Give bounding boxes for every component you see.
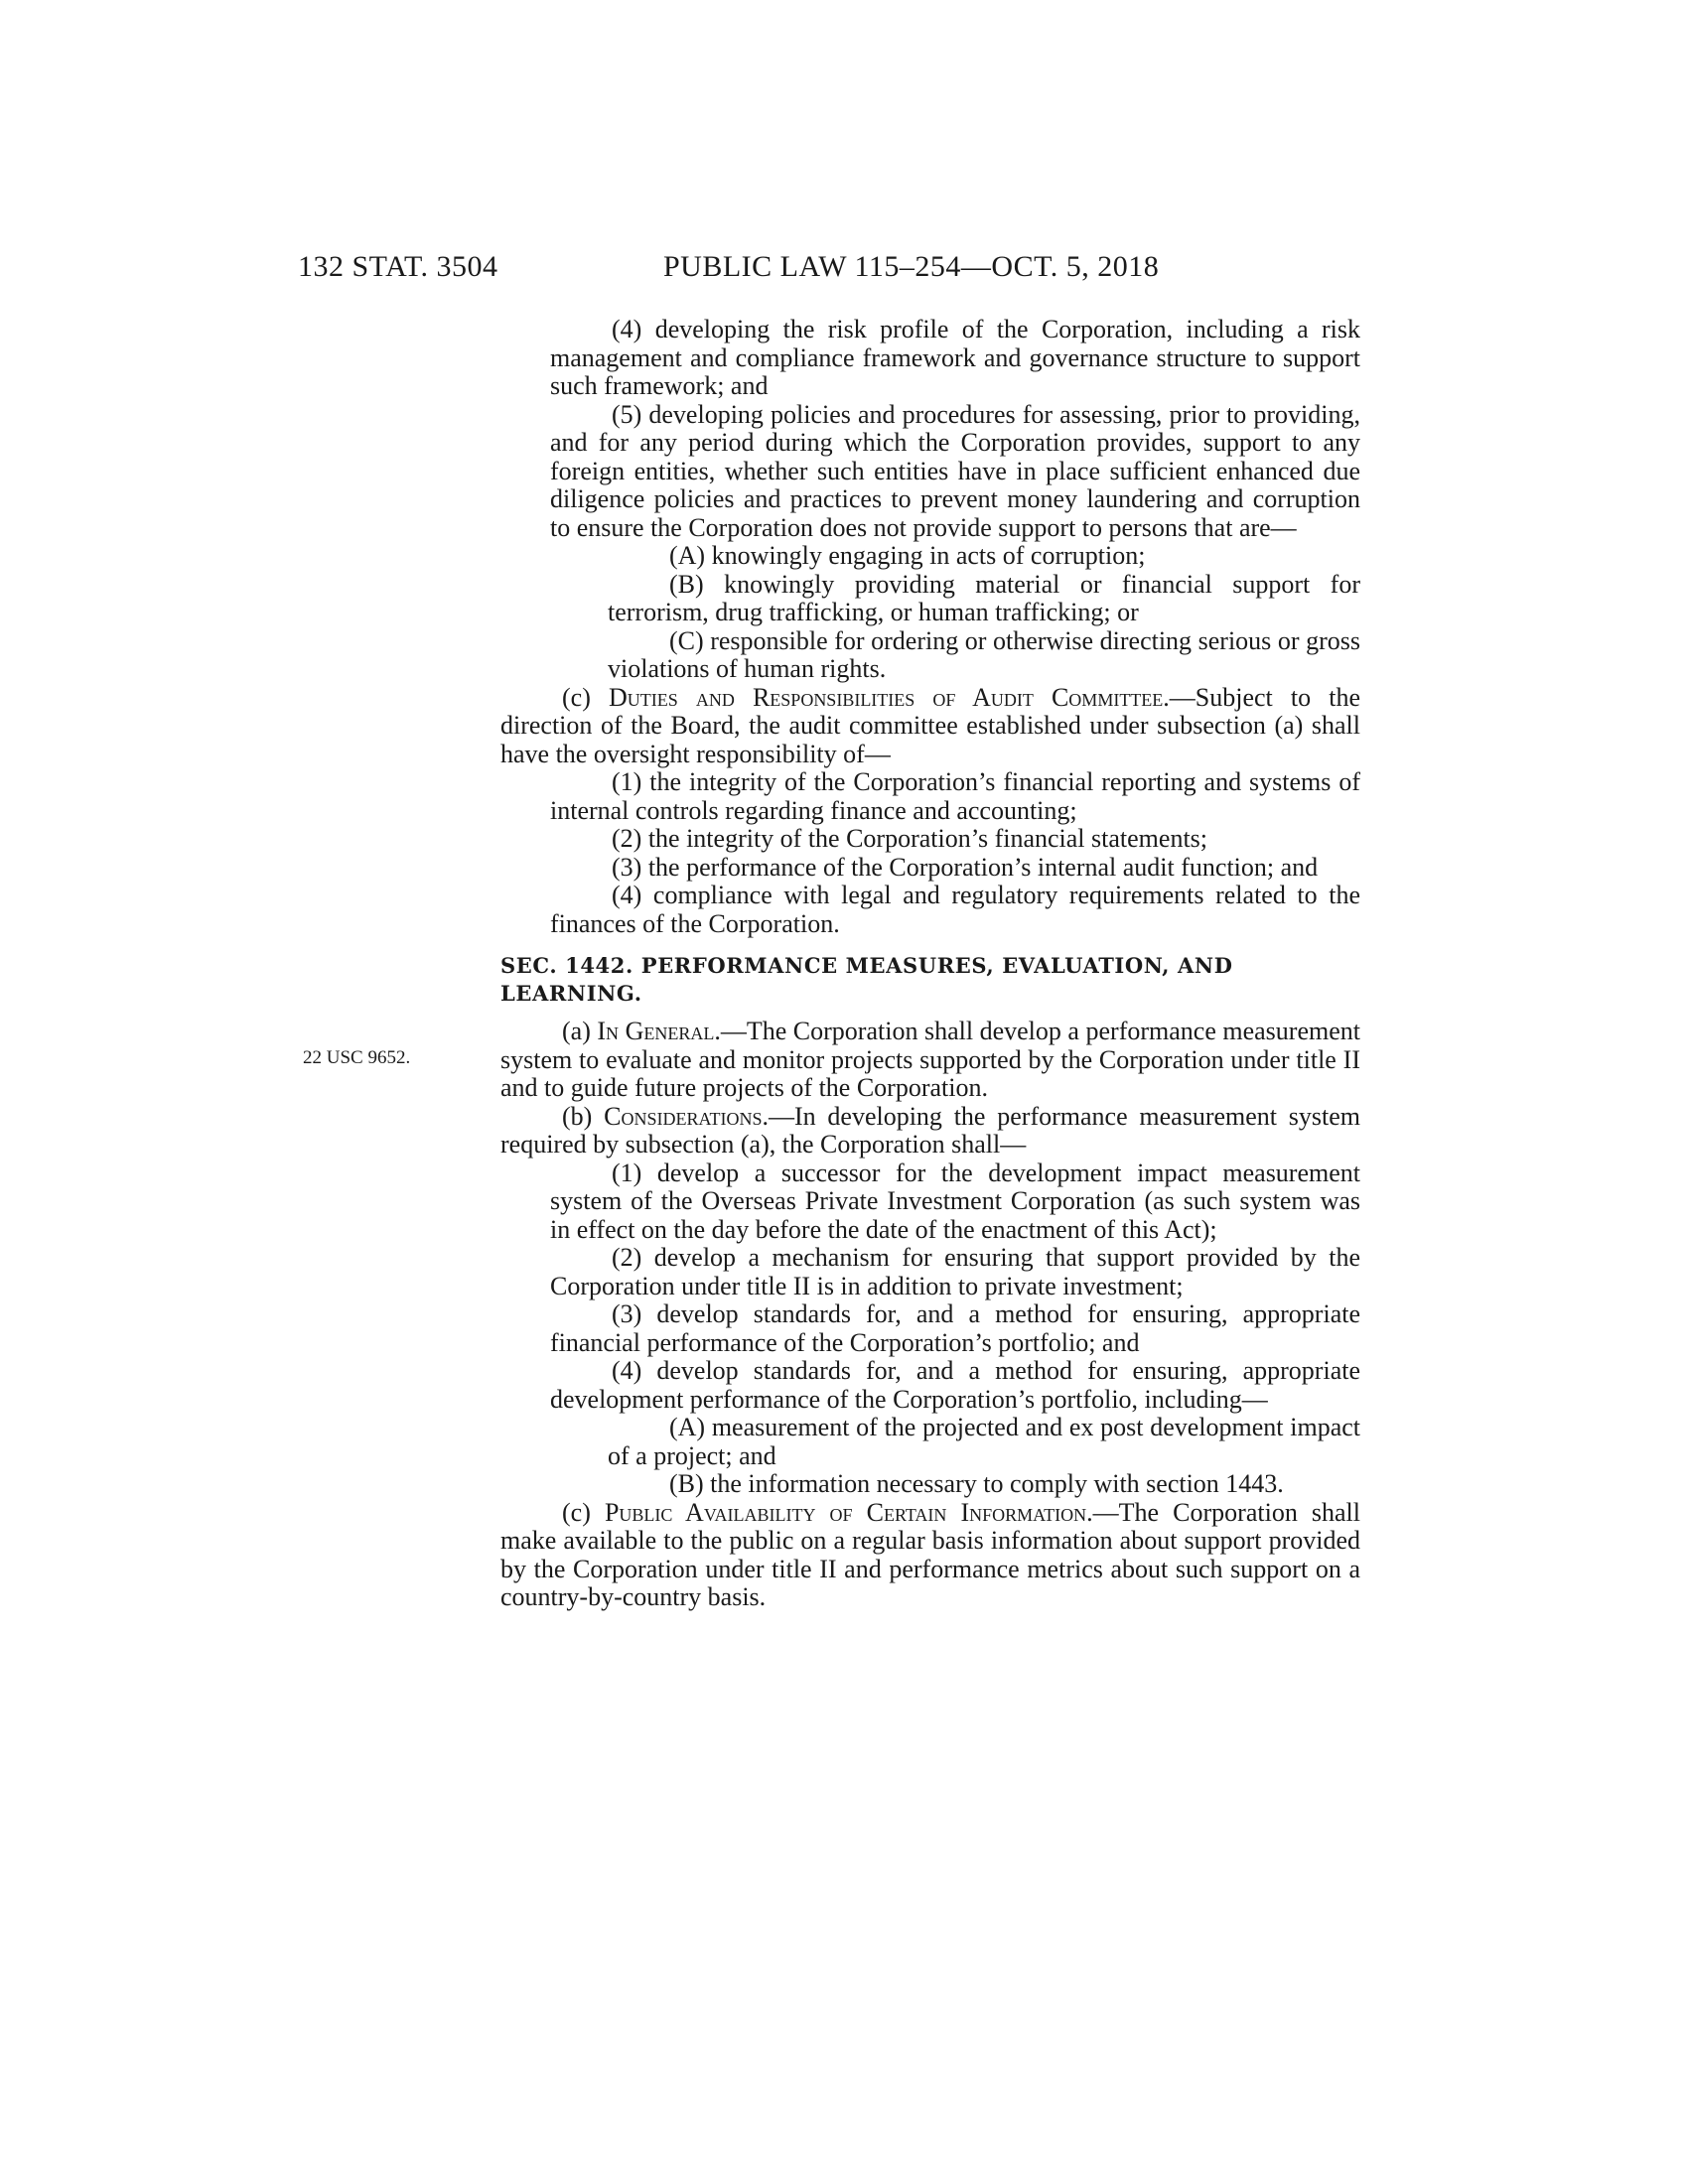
consideration-2: (2) develop a mechanism for ensuring that support provided by the Corporation under title II is in addition to private investment; xyxy=(550,1243,1360,1300)
subsection-c-heading: Duties and Responsibilities of Audit Committee xyxy=(608,682,1164,712)
consideration-4b: (B) the information necessary to comply with section 1443. xyxy=(669,1469,1284,1498)
statute-page-number: 132 STAT. 3504 xyxy=(298,250,498,283)
audit-item-2: (2) the integrity of the Corporation’s financial statements; xyxy=(612,824,1208,853)
section-heading: SEC. 1442. PERFORMANCE MEASURES, EVALUATION, AND LEARNING. xyxy=(500,953,1233,1006)
subsection-b-considerations xyxy=(500,1103,1360,1160)
subsection-c-prefix: (c) xyxy=(562,682,609,712)
subsection-c-text: .—Subject to the direction of the Board, the audit committee established under subsection (a) shall have the oversight responsibility of— xyxy=(500,682,1360,768)
subparagraph-5a: (A) knowingly engaging in acts of corruption; xyxy=(669,541,1146,570)
consideration-4a: (A) measurement of the projected and ex post development impact of a project; and xyxy=(608,1413,1360,1470)
public-law-header: PUBLIC LAW 115–254—OCT. 5, 2018 xyxy=(663,250,1160,283)
subsection-a-text: .—The Corporation shall develop a performance measurement system to evaluate and monitor projects supported by the Corporation under title II and to guide future projects of the Corporation. xyxy=(500,1017,1360,1102)
subsection-b-prefix: (b) xyxy=(562,1101,605,1131)
subsection-c-audit-committee xyxy=(500,684,1360,769)
subsection-c2-prefix: (c) xyxy=(562,1497,605,1527)
paragraph-4: (4) developing the risk profile of the Corporation, including a risk management and compliance framework and governance structure to support such framework; and xyxy=(550,315,1360,400)
subsection-b-text: .—In developing the performance measurement system required by subsection (a), the Corporation shall— xyxy=(500,1101,1361,1159)
subparagraph-5b: (B) knowingly providing material or financial support for terrorism, drug trafficking, or human trafficking; or xyxy=(608,569,1360,626)
subsection-c2-heading: Public Availability of Certain Information xyxy=(604,1497,1087,1527)
audit-item-1: (1) the integrity of the Corporation’s financial reporting and systems of internal controls regarding finance and accounting; xyxy=(550,767,1360,825)
subsection-c-public-availability xyxy=(500,1499,1360,1612)
subsection-a-heading: In General xyxy=(597,1017,715,1045)
usc-margin-note: 22 USC 9652. xyxy=(303,1047,411,1068)
document-body xyxy=(500,316,1360,1612)
consideration-4: (4) develop standards for, and a method for ensuring, appropriate development performance of the Corporation’s portfolio, including— xyxy=(550,1356,1360,1414)
consideration-3: (3) develop standards for, and a method for ensuring, appropriate financial performance of the Corporation’s portfolio; and xyxy=(550,1299,1360,1357)
paragraph-5: (5) developing policies and procedures for assessing, prior to providing, and for any period during which the Corporation provides, support to any foreign entities, whether such entities have in place sufficient enhanced due diligence policies and practices to prevent money laundering and corruption to ensure the Corporation does not provide support to persons that are— xyxy=(550,399,1360,542)
subsection-c2-text: .—The Corporation shall make available to the public on a regular basis information about support provided by the Corporation under title II and performance metrics about such support on a country-by-country basis. xyxy=(500,1497,1360,1611)
subsection-a-general xyxy=(500,1018,1360,1103)
subparagraph-5c: (C) responsible for ordering or otherwise directing serious or gross violations of human rights. xyxy=(608,625,1360,683)
subsection-b-heading: Considerations xyxy=(604,1101,763,1131)
audit-item-4: (4) compliance with legal and regulatory requirements related to the finances of the Corporation. xyxy=(550,881,1360,938)
audit-item-3: (3) the performance of the Corporation’s internal audit function; and xyxy=(612,852,1319,882)
consideration-1: (1) develop a successor for the development impact measurement system of the Overseas Private Investment Corporation (as such system was in effect on the day before the date of the enactment of this Act); xyxy=(550,1158,1360,1244)
subsection-a-prefix: (a) xyxy=(562,1017,598,1045)
